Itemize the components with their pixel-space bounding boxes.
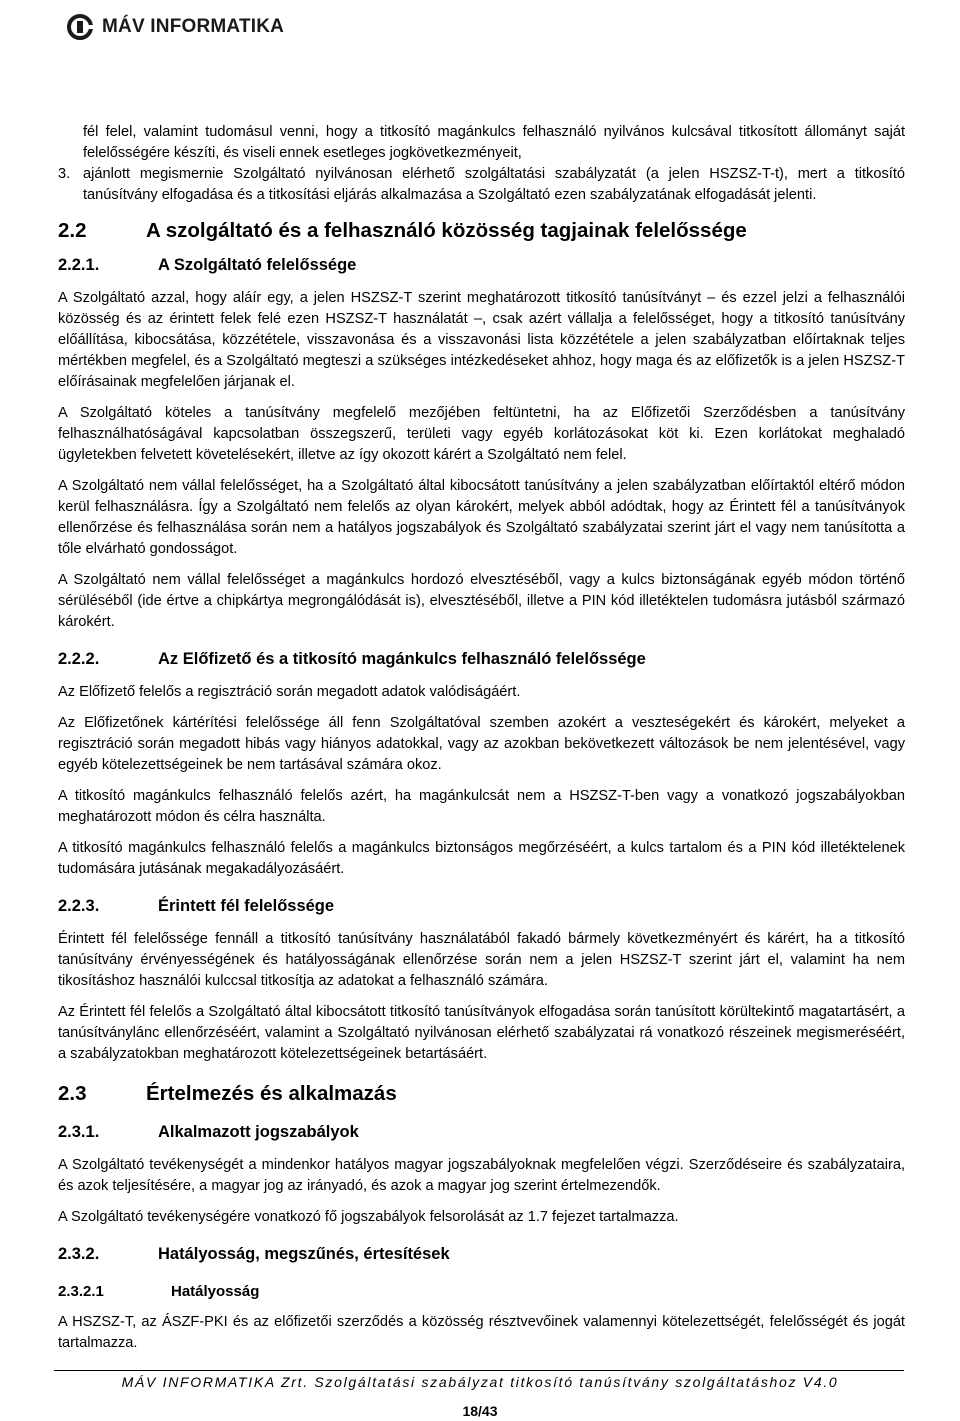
paragraph: Az Előfizető felelős a regisztráció során megadott adatok valódiságáért. (58, 684, 521, 700)
section-title: Alkalmazott jogszabályok (158, 1123, 359, 1141)
section-title: A szolgáltató és a felhasználó közösség tagjainak felelőssége (146, 219, 747, 242)
section-heading-2-2-1 (58, 255, 905, 276)
section-heading-2-2-2 (58, 649, 905, 670)
paragraph: A Szolgáltató tevékenységét a mindenkor hatályos magyar jogszabályoknak megfelelően végzi. Szerződéseire és szabályzataira, és azok teljesítésére, a magyar jog az irányadó, és azok a magyar jog szerint értelmezendők. (58, 1157, 905, 1194)
section-number: 2.2.3. (58, 897, 100, 915)
section-number: 2.3.1. (58, 1123, 100, 1141)
page-number: 18/43 (462, 1403, 498, 1419)
mav-logo-icon (66, 12, 96, 42)
section-number: 2.3.2. (58, 1245, 100, 1263)
paragraph: A Szolgáltató nem vállal felelősséget a magánkulcs hordozó elvesztéséből, vagy a kulcs biztonságának egyéb módon történő sérüléséből (ide értve a chipkártya megrongálódását is), elvesztéséből, illetve a PIN kód illetéktelen tudomásra jutásból származó károkért. (58, 572, 905, 630)
section-number: 2.3 (58, 1082, 87, 1105)
list-item-continuation: fél felel, valamint tudomásul venni, hogy a titkosító magánkulcs felhasználó nyilvános kulcsával titkosított állományt saját felelősségére készíti, és viseli ennek esetleges jogkövetkezményeit, (83, 124, 905, 161)
section-heading-2-3-1 (58, 1122, 905, 1143)
section-heading-2-2-3 (58, 896, 905, 917)
section-heading-2-3-2-1 (58, 1281, 905, 1302)
paragraph: Az Előfizetőnek kártérítési felelőssége áll fenn Szolgáltatóval szemben azokért a veszteségekért és károkért, melyeket a regisztráció során megadott hibás vagy hiányos adatokkal, vagy az azokban bekövetkezett változások be nem jelentésével, vagy egyéb kötelezettségeinek be nem tartásával számára okoz. (58, 715, 905, 773)
paragraph: A titkosító magánkulcs felhasználó felelős azért, ha magánkulcsát nem a HSZSZ-T-ben vagy a vonatkozó jogszabályokban meghatározott módon és célra használta. (58, 788, 905, 825)
section-number: 2.2 (58, 219, 87, 242)
list-text: ajánlott megismernie Szolgáltató nyilvánosan elérhető szolgáltatási szabályzatát (a jelen HSZSZ-T-t), mert a titkosító tanúsítvány elfogadása és a titkosítási eljárás alkalmazása a Szolgáltató ezen szabályzatának elfogadását jelenti. (83, 166, 905, 203)
section-title: Hatályosság (171, 1283, 260, 1300)
section-title: Érintett fél felelőssége (158, 897, 335, 915)
section-heading-2-2 (58, 220, 905, 241)
section-number: 2.2.1. (58, 256, 100, 274)
section-heading-2-3-2 (58, 1244, 905, 1265)
section-title: Hatályosság, megszűnés, értesítések (158, 1245, 450, 1263)
paragraph: A Szolgáltató azzal, hogy aláír egy, a jelen HSZSZ-T szerint meghatározott titkosító tanúsítványt – és ezzel jelzi a felhasználói közösség és az érintett felek felé ezen HSZSZ-T használatát –, csak azért vállalja a felelősséget, hogy a titkosító tanúsítvány előállítása, kibocsátása, közzététele, visszavonása és a visszavonási lista közzététele a jelen szabályzatban előírtaknak teljes mértékben megfelel, és a Szolgáltató megteszi a szükséges intézkedéseket ahhoz, hogy maga és az előfizetők is a jelen HSZSZ-T előírásainak megfelelően járjanak el. (58, 290, 905, 390)
paragraph: A Szolgáltató tevékenységére vonatkozó fő jogszabályok felsorolását az 1.7 fejezet tartalmazza. (58, 1209, 679, 1225)
list-number: 3. (58, 166, 71, 182)
section-number: 2.2.2. (58, 650, 100, 668)
section-title: Értelmezés és alkalmazás (146, 1082, 397, 1105)
paragraph: A Szolgáltató köteles a tanúsítvány megfelelő mezőjében feltüntetni, ha az Előfizetői Szerződésben a tanúsítvány felhasználhatóságával kapcsolatban összegszerű, területi vagy egyéb korlátozásokat köt ki. Ezen korlátokat meghaladó ügyletekben felvetett követelésekért, illetve az így okozott kárért a Szolgáltató nem felel. (58, 405, 905, 463)
section-heading-2-3 (58, 1083, 905, 1104)
paragraph: A Szolgáltató nem vállal felelősséget, ha a Szolgáltató által kibocsátott tanúsítvány a jelen szabályzatban előírtaktól eltérő módon kerül felhasználásra. Így a Szolgáltató nem felelős az olyan károkért, melyek abból adódtak, hogy az Érintett fél a tanúsítványok ellenőrzése és felhasználása során nem a hatályos jogszabályok és Szolgáltató szabályzatai szerint járt el vagy nem tanúsította a tőle elvárható gondosságot. (58, 478, 905, 557)
list-item (58, 164, 905, 206)
paragraph: Érintett fél felelőssége fennáll a titkosító tanúsítvány használatából fakadó bármely következményért és kárért, ha a titkosító tanúsítvány érvényességének és hatályosságának ellenőrzése során nem a jelen HSZSZ-T szerint járt el, valamint ha nem tikosításhoz használói kulccsal titkosítja az adatokat a felhasználó számára. (58, 931, 905, 989)
document-body (58, 122, 905, 1364)
section-title: A Szolgáltató felelőssége (158, 256, 357, 274)
footer-divider (54, 1370, 904, 1371)
paragraph: Az Érintett fél felelős a Szolgáltató által kibocsátott titkosító tanúsítványok elfogadása során tanúsított körültekintő magatartásért, a tanúsítványlánc ellenőrzéséért, valamint a Szolgáltató nyilvánosan elérhető szabályzatai rá vonatkozó részeinek megismeréséért, a szabályzatokban meghatározott kötelezettségeinek betartásáért. (58, 1004, 905, 1062)
footer-text: MÁV INFORMATIKA Zrt. Szolgáltatási szabályzat titkosító tanúsítvány szolgáltatáshoz V4.0 (121, 1374, 839, 1390)
logo-text: MÁV INFORMATIKA (102, 16, 285, 37)
page-header (66, 6, 285, 44)
section-title: Az Előfizető és a titkosító magánkulcs felhasználó felelőssége (158, 650, 646, 668)
paragraph: A titkosító magánkulcs felhasználó felelős a magánkulcs biztonságos megőrzéséért, a kulcs tartalom és a PIN kód illetéktelenek tudomására jutásának megakadályozásáért. (58, 840, 905, 877)
section-number: 2.3.2.1 (58, 1283, 104, 1300)
paragraph: A HSZSZ-T, az ÁSZF-PKI és az előfizetői szerződés a közösség résztvevőinek valamennyi kötelezettségét, felelősségét és jogát tartalmazza. (58, 1314, 905, 1351)
